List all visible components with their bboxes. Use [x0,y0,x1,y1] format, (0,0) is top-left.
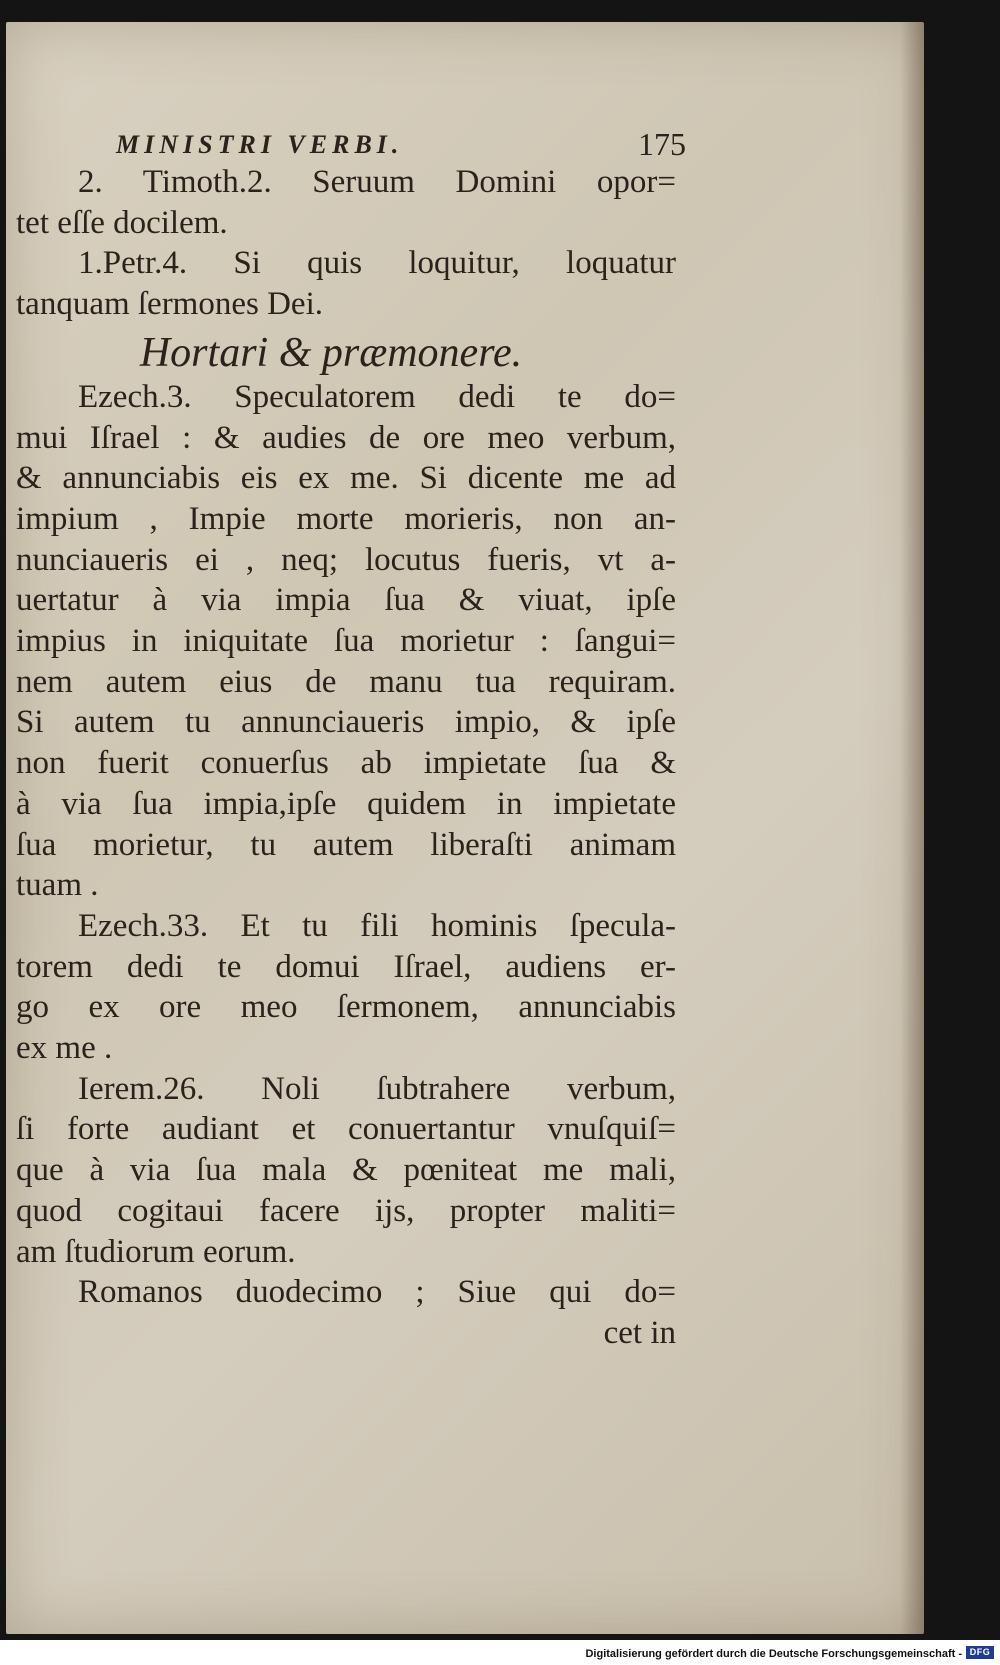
page-text [16,162,676,1354]
text-line: mui Iſrael : & audies de ore meo verbum, [16,419,676,456]
text-line: Ezech.33. Et tu fili hominis ſpecula- [78,907,676,944]
text-line: non fuerit conuerſus ab impietate ſua & [16,745,676,782]
text-line: à via ſua impia,ipſe quidem in impietate [16,785,676,822]
section-title: Hortari & præmonere. [139,329,523,376]
dfg-logo: DFG [966,1646,994,1659]
text-line: ex me . [16,1030,113,1067]
text-line: nunciaueris ei , neq; locutus fueris, vt a- [16,541,676,578]
text-line: impium , Impie morte morieris, non an- [16,500,676,537]
text-line: torem dedi te domui Iſrael, audiens er- [16,948,676,985]
text-line: uertatur à via impia ſua & viuat, ipſe [16,582,676,619]
text-line: tanquam ſermones Dei. [16,286,323,323]
text-line: nem autem eius de manu tua requiram. [16,663,676,700]
text-line: impius in iniquitate ſua morietur : ſangui= [16,623,676,660]
catchword: cet in [603,1314,676,1351]
text-line: Si autem tu annunciaueris impio, & ipſe [16,704,676,741]
text-line: go ex ore meo ſermonem, annunciabis [16,989,676,1026]
text-line: Ezech.3. Speculatorem dedi te do= [78,378,676,415]
page-number: 175 [638,126,686,162]
text-line: Ierem.26. Noli ſubtrahere verbum, [78,1070,676,1107]
text-line: que à via ſua mala & pœniteat me mali, [16,1152,676,1189]
funding-credit: Digitalisierung gefördert durch die Deutsche Forschungsgemeinschaft - [585,1648,962,1660]
text-line: 2. Timoth.2. Seruum Domini opor= [78,164,676,200]
text-line: ſi forte audiant et conuertantur vnuſquiſ= [16,1111,676,1148]
digitization-footer [0,1640,1000,1665]
text-line: & annunciabis eis ex me. Si dicente me ad [16,460,676,497]
text-line: Romanos duodecimo ; Siue qui do= [78,1274,676,1311]
text-line: quod cogitaui facere ijs, propter maliti= [16,1192,676,1229]
text-line: ſua morietur, tu autem liberaſti animam [16,826,676,863]
book-page [6,22,924,1634]
running-head: MINISTRI VERBI. [116,130,404,159]
text-line: am ſtudiorum eorum. [16,1233,296,1270]
text-line: tuam . [16,867,99,904]
text-line: 1.Petr.4. Si quis loquitur, loquatur [78,245,676,282]
text-line: tet eſſe docilem. [16,204,228,241]
